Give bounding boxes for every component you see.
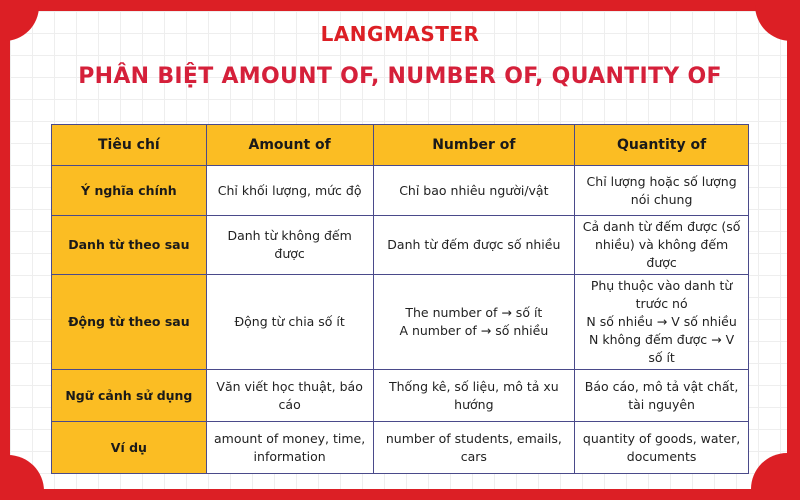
amount-cell: Chỉ khối lượng, mức độ xyxy=(206,166,373,216)
amount-cell: Danh từ không đếm được xyxy=(206,216,373,275)
header-amount-of: Amount of xyxy=(206,125,373,166)
cell-line: The number of → số ít xyxy=(405,305,543,320)
table-row xyxy=(52,370,749,422)
number-cell: Danh từ đếm được số nhiều xyxy=(373,216,575,275)
page-title: PHÂN BIỆT AMOUNT OF, NUMBER OF, QUANTITY OF xyxy=(78,64,722,89)
table-row xyxy=(52,216,749,275)
cell-line: A number of → số nhiều xyxy=(399,323,549,338)
number-cell: Thống kê, số liệu, mô tả xu hướng xyxy=(373,370,575,422)
quantity-cell: Chỉ lượng hoặc số lượng nói chung xyxy=(575,166,749,216)
cell-line: N không đếm được → V số ít xyxy=(589,332,735,365)
table-row xyxy=(52,166,749,216)
criterion-cell: Động từ theo sau xyxy=(52,275,207,370)
corner-decoration xyxy=(751,453,791,495)
table-row xyxy=(52,275,749,370)
criterion-cell: Ý nghĩa chính xyxy=(52,166,207,216)
quantity-cell: quantity of goods, water, documents xyxy=(575,422,749,474)
cell-line: Phụ thuộc vào danh từ trước nó xyxy=(590,278,733,311)
criterion-cell: Danh từ theo sau xyxy=(52,216,207,275)
amount-cell: amount of money, time, information xyxy=(206,422,373,474)
table-row xyxy=(52,422,749,474)
brand-logo: LANGMASTER xyxy=(320,22,480,46)
header-number-of: Number of xyxy=(373,125,575,166)
number-cell xyxy=(373,275,575,370)
criterion-cell: Ngữ cảnh sử dụng xyxy=(52,370,207,422)
number-cell: number of students, emails, cars xyxy=(373,422,575,474)
amount-cell: Động từ chia số ít xyxy=(206,275,373,370)
number-cell: Chỉ bao nhiêu người/vật xyxy=(373,166,575,216)
quantity-cell: Báo cáo, mô tả vật chất, tài nguyên xyxy=(575,370,749,422)
criterion-cell: Ví dụ xyxy=(52,422,207,474)
cell-line: N số nhiều → V số nhiều xyxy=(586,314,737,329)
comparison-table xyxy=(51,124,749,474)
header-quantity-of: Quantity of xyxy=(575,125,749,166)
corner-decoration xyxy=(4,455,44,495)
table-header-row xyxy=(52,125,749,166)
quantity-cell: Cả danh từ đếm được (số nhiều) và không đếm được xyxy=(575,216,749,275)
header-criterion: Tiêu chí xyxy=(52,125,207,166)
amount-cell: Văn viết học thuật, báo cáo xyxy=(206,370,373,422)
quantity-cell xyxy=(575,275,749,370)
